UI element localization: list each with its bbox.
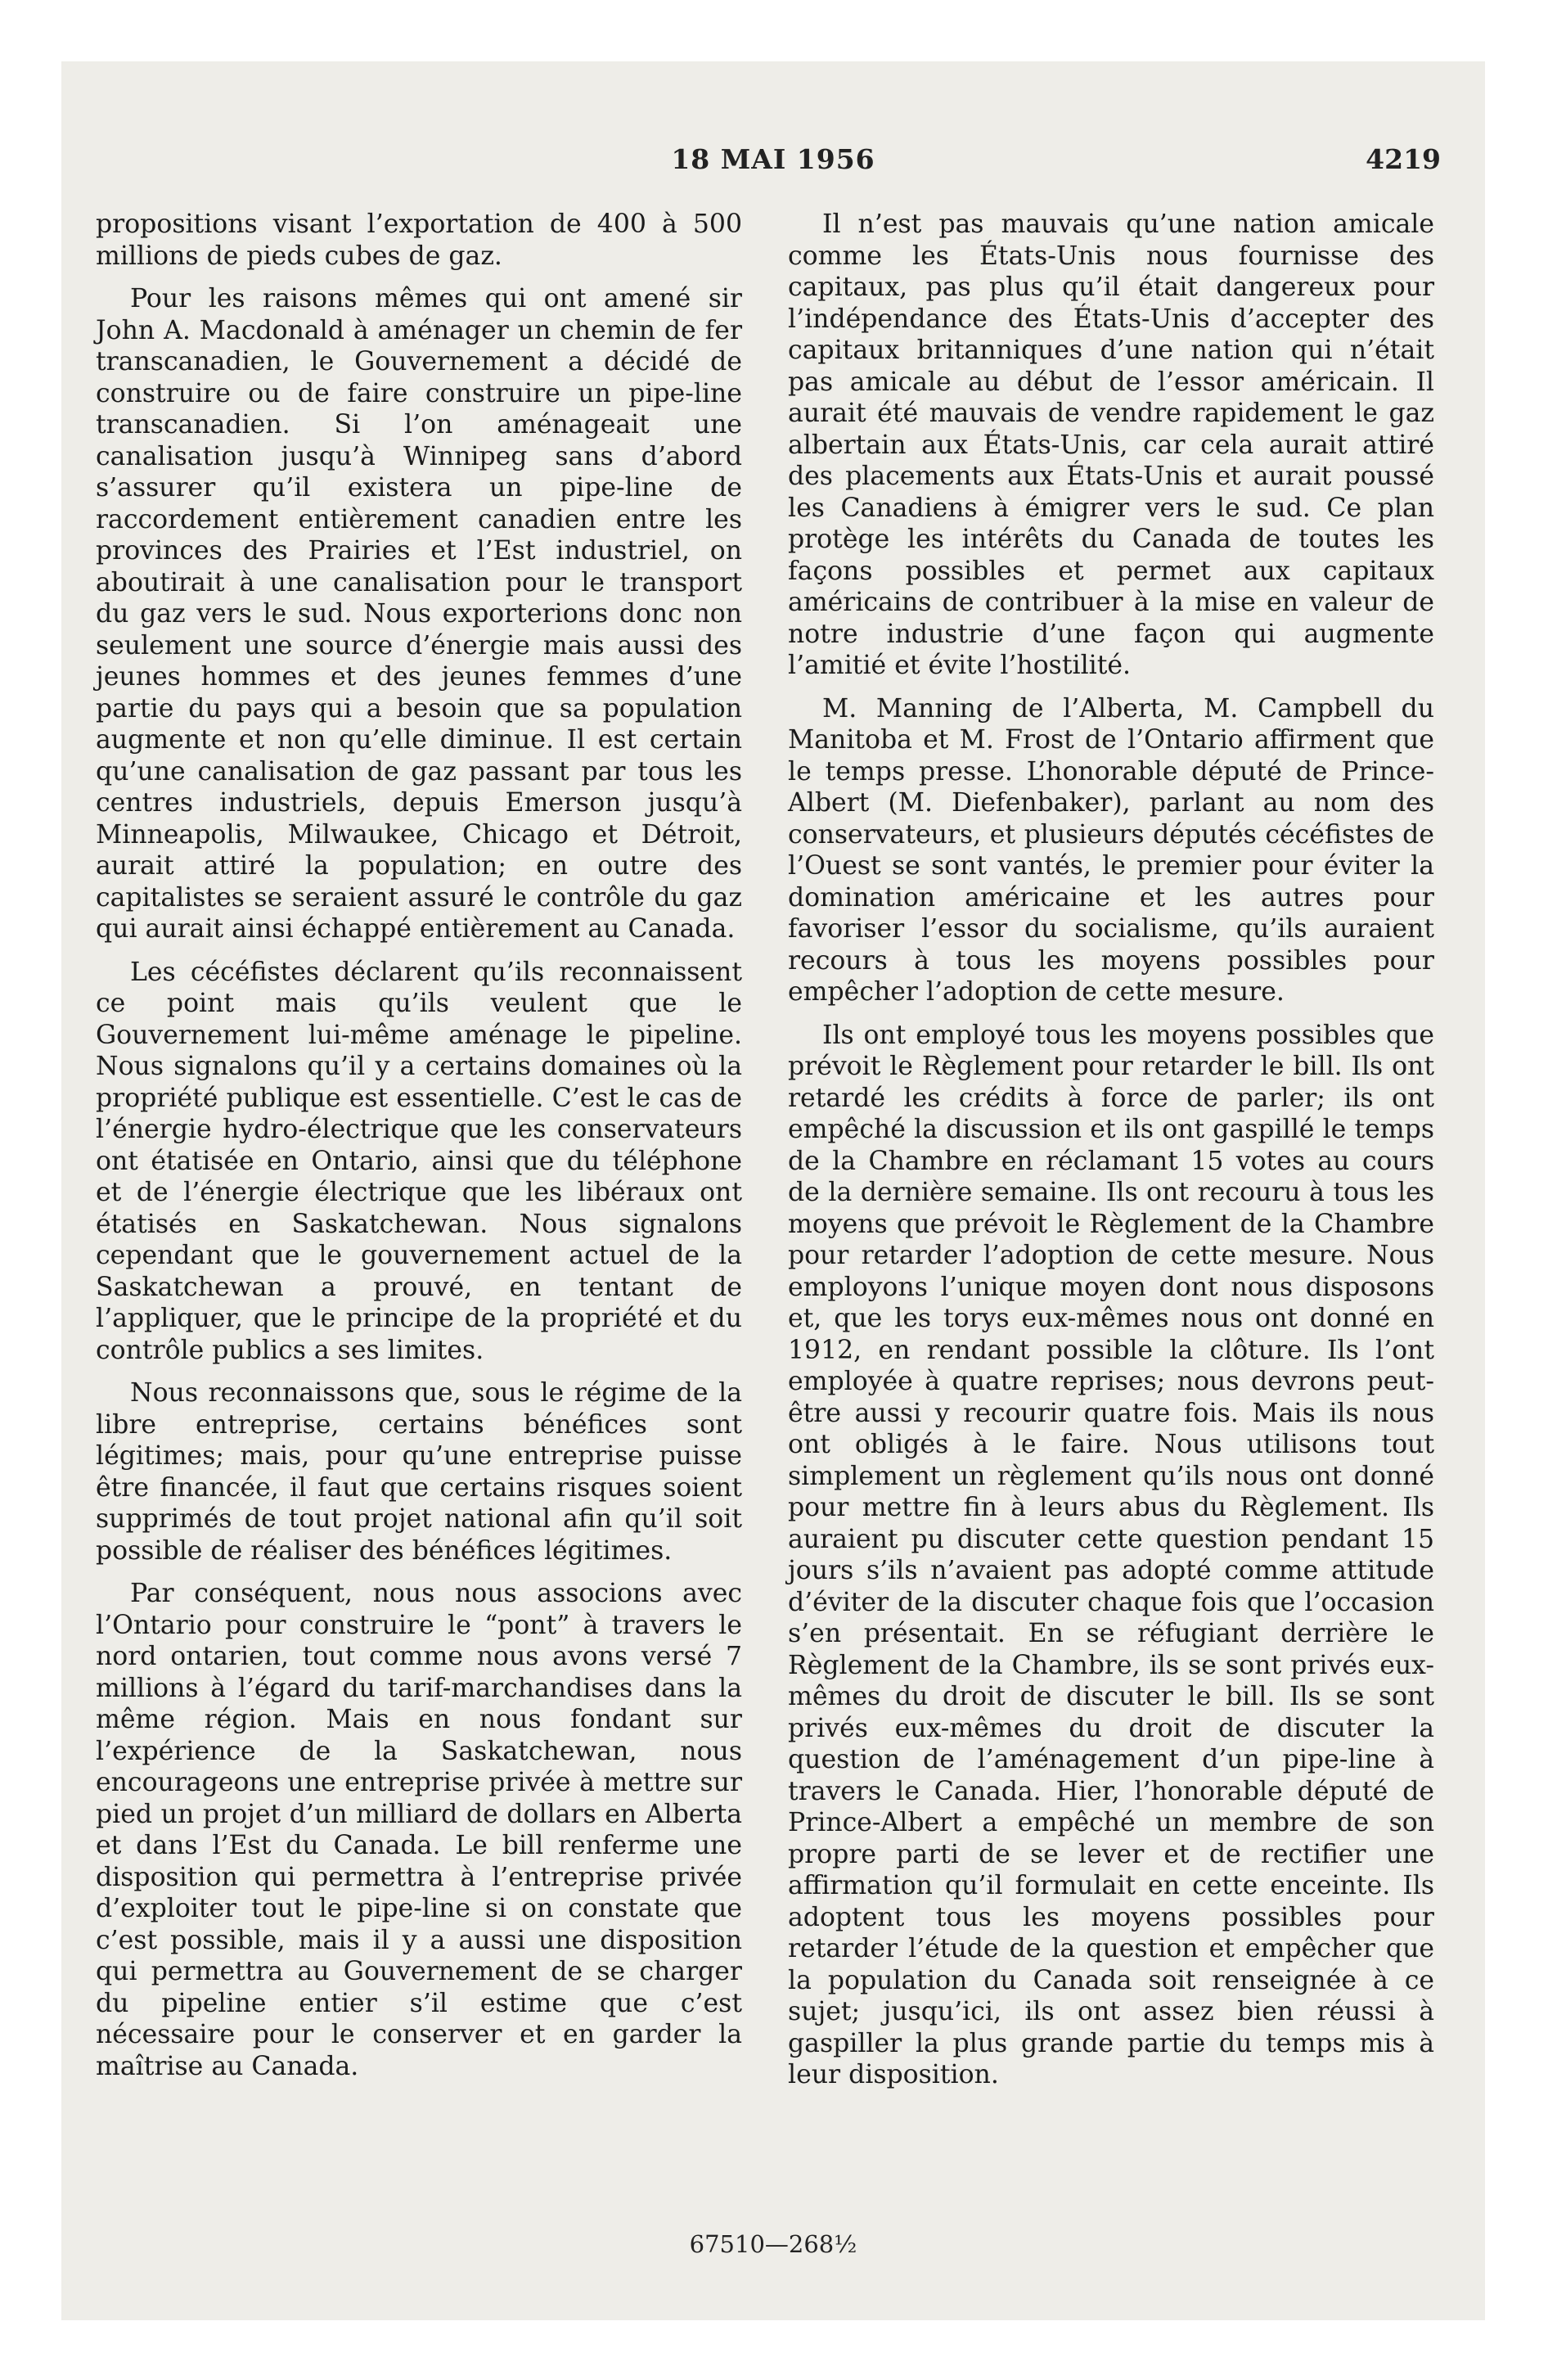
paragraph: Les cécéfistes déclarent qu’ils reconnaissent ce point mais qu’ils veulent que le Gouvernement lui-même aménage le pipeline. Nous signalons qu’il y a certains domaines où la propriété publique est essentielle. C’est le cas de l’énergie hydro-électrique que les conservateurs ont étatisée en Ontario, ainsi que du téléphone et de l’énergie électrique que les libéraux ont étatisés en Saskatchewan. Nous signalons cependant que le gouvernement actuel de la Saskatchewan a prouvé, en tentant de l’appliquer, que le principe de la propriété et du contrôle publics a ses limites. <box>96 957 742 1365</box>
document-page <box>61 61 1485 2320</box>
right-column <box>788 209 1434 2103</box>
paragraph: Pour les raisons mêmes qui ont amené sir John A. Macdonald à aménager un chemin de fer transcanadien, le Gouvernement a décidé de construire ou de faire construire un pipe-line transcanadien. Si l’on aménageait une canalisation jusqu’à Winnipeg sans d’abord s’assurer qu’il existera un pipe-line de raccordement entièrement canadien entre les provinces des Prairies et l’Est industriel, on aboutirait à une canalisation pour le transport du gaz vers le sud. Nous exporterions donc non seulement une source d’énergie mais aussi des jeunes hommes et des jeunes femmes d’une partie du pays qui a besoin que sa population augmente et non qu’elle diminue. Il est certain qu’une canalisation de gaz passant par tous les centres industriels, depuis Emerson jusqu’à Minneapolis, Milwaukee, Chicago et Détroit, aurait attiré la population; en outre des capitalistes se seraient assuré le contrôle du gaz qui aurait ainsi échappé entièrement au Canada. <box>96 284 742 944</box>
paragraph: Ils ont employé tous les moyens possibles que prévoit le Règlement pour retarder le bill. Ils ont retardé les crédits à force de parler; ils ont empêché la discussion et ils ont gaspillé le temps de la Chambre en réclamant 15 votes au cours de la dernière semaine. Ils ont recouru à tous les moyens que prévoit le Règlement de la Chambre pour retarder l’adoption de cette mesure. Nous employons l’unique moyen dont nous disposons et, que les torys eux-mêmes nous ont donné en 1912, en rendant possible la clôture. Ils l’ont employée à quatre reprises; nous devrons peut-être aussi y recourir quatre fois. Mais ils nous ont obligés à le faire. Nous utilisons tout simplement un règlement qu’ils nous ont donné pour mettre fin à leurs abus du Règlement. Ils auraient pu discuter cette question pendant 15 jours s’ils n’avaient pas adopté comme attitude d’éviter de la discuter chaque fois que l’occasion s’en présentait. En se réfugiant derrière le Règlement de la Chambre, ils se sont privés eux-mêmes du droit de discuter le bill. Ils se sont privés eux-mêmes du droit de discuter la question de l’aménagement d’un pipe-line à travers le Canada. Hier, l’honorable député de Prince-Albert a empêché un membre de son propre parti de se lever et de rectifier une affirmation qu’il formulait en cette enceinte. Ils adoptent tous les moyens possibles pour retarder l’étude de la question et empêcher que la population du Canada soit renseignée à ce sujet; jusqu’ici, ils ont assez bien réussi à gaspiller la plus grande partie du temps mis à leur disposition. <box>788 1020 1434 2089</box>
header-date: 18 MAI 1956 <box>671 143 875 175</box>
footer-code: 67510—268½ <box>689 2230 857 2258</box>
paragraph: Par conséquent, nous nous associons avec l’Ontario pour construire le “pont” à travers le nord ontarien, tout comme nous avons versé 7 millions à l’égard du tarif-marchandises dans la même région. Mais en nous fondant sur l’expérience de la Saskatchewan, nous encourageons une entreprise privée à mettre sur pied un projet d’un milliard de dollars en Alberta et dans l’Est du Canada. Le bill renferme une disposition qui permettra à l’entreprise privée d’exploiter tout le pipe-line si on constate que c’est possible, mais il y a aussi une disposition qui permettra au Gouvernement de se charger du pipeline entier s’il estime que c’est nécessaire pour le conserver et en garder la maîtrise au Canada. <box>96 1579 742 2081</box>
paragraph: propositions visant l’exportation de 400 à 500 millions de pieds cubes de gaz. <box>96 210 742 271</box>
left-column <box>96 209 742 2094</box>
page-number: 4219 <box>1366 143 1441 175</box>
paragraph: M. Manning de l’Alberta, M. Campbell du Manitoba et M. Frost de l’Ontario affirment que le temps presse. L’honorable député de Prince-Albert (M. Diefenbaker), parlant au nom des conservateurs, et plusieurs députés cécéfistes de l’Ouest se sont vantés, le premier pour éviter la domination américaine et les autres pour favoriser l’essor du socialisme, qu’ils auraient recours à tous les moyens possibles pour empêcher l’adoption de cette mesure. <box>788 693 1434 1007</box>
page-header <box>61 143 1485 201</box>
paragraph: Nous reconnaissons que, sous le régime de la libre entreprise, certains bénéfices sont légitimes; mais, pour qu’une entreprise puisse être financée, il faut que certains risques soient supprimés de tout projet national afin qu’il soit possible de réaliser des bénéfices légitimes. <box>96 1378 742 1566</box>
paragraph: Il n’est pas mauvais qu’une nation amicale comme les États-Unis nous fournisse des capitaux, pas plus qu’il était dangereux pour l’indépendance des États-Unis d’accepter des capitaux britanniques d’une nation qui n’était pas amicale au début de l’essor américain. Il aurait été mauvais de vendre rapidement le gaz albertain aux États-Unis, car cela aurait attiré des placements aux États-Unis et aurait poussé les Canadiens à émigrer vers le sud. Ce plan protège les intérêts du Canada de toutes les façons possibles et permet aux capitaux américains de contribuer à la mise en valeur de notre industrie d’une façon qui augmente l’amitié et évite l’hostilité. <box>788 210 1434 680</box>
